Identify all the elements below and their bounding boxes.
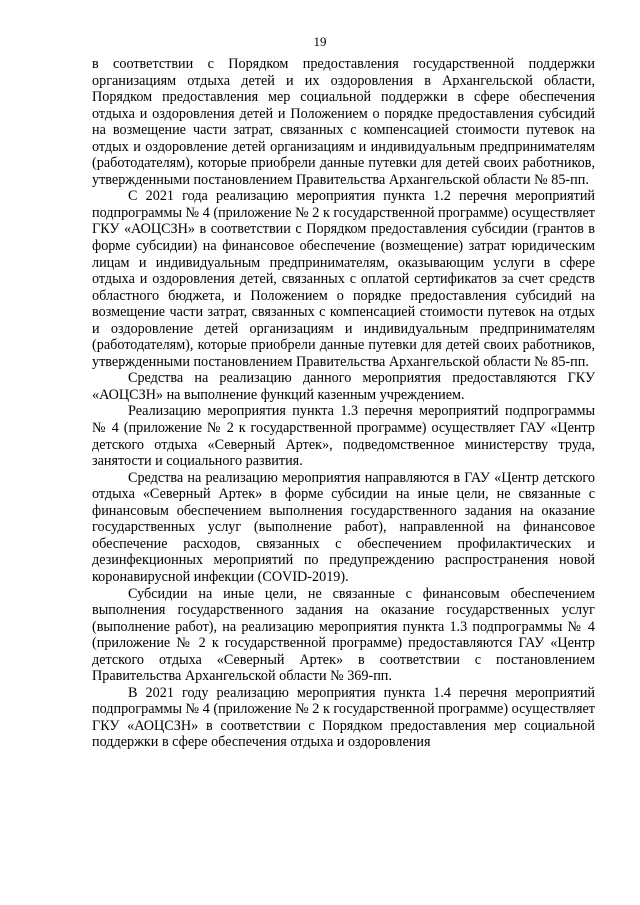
paragraph-3: Средства на реализацию данного мероприятия предоставляются ГКУ «АОЦСЗН» на выполнение функций казенным учреждением.	[92, 370, 595, 403]
paragraph-2: С 2021 года реализацию мероприятия пункта 1.2 перечня мероприятий подпрограммы № 4 (приложение № 2 к государственной программе) осуществляет ГКУ «АОЦСЗН» в соответствии с Порядком предоставления субсидии (грантов в форме субсидии) на финансовое обеспечение (возмещение) затрат юридическим лицам и индивидуальным предпринимателям, оказывающим услуги в сфере отдыха и оздоровления детей, связанных с оплатой сертификатов за счет средств областного бюджета, и Положением о порядке предоставления субсидий на возмещение части затрат, связанных с компенсацией стоимости путевок на отдых и оздоровление детей организациям и индивидуальным предпринимателям (работодателям), которые приобрели данные путевки для детей своих работников, утвержденными постановлением Правительства Архангельской области № 85-пп.	[92, 188, 595, 370]
paragraph-7: В 2021 году реализацию мероприятия пункта 1.4 перечня мероприятий подпрограммы № 4 (приложение № 2 к государственной программе) осуществляет ГКУ «АОЦСЗН» в соответствии с Порядком предоставления мер социальной поддержки в сфере обеспечения отдыха и оздоровления	[92, 684, 595, 751]
paragraph-4: Реализацию мероприятия пункта 1.3 перечня мероприятий подпрограммы № 4 (приложение № 2 к государственной программе) осуществляет ГАУ «Центр детского отдыха «Северный Артек», подведомственное министерству труда, занятости и социального развития.	[92, 403, 595, 470]
document-body	[92, 56, 595, 751]
paragraph-1: в соответствии с Порядком предоставления государственной поддержки организациям отдыха детей и их оздоровления в Архангельской области, Порядком предоставления мер социальной поддержки в сфере обеспечения отдыха и оздоровления детей и Положением о порядке предоставления субсидий на возмещение части затрат, связанных с компенсацией стоимости путевок на отдых и оздоровление детей организациям и индивидуальным предпринимателям (работодателям), которые приобрели данные путевки для детей своих работников, утвержденными постановлением Правительства Архангельской области № 85-пп.	[92, 56, 595, 188]
page-number: 19	[313, 34, 327, 49]
paragraph-6: Субсидии на иные цели, не связанные с финансовым обеспечением выполнения государственного задания на оказание государственных услуг (выполнение работ), на реализацию мероприятия пункта 1.3 подпрограммы № 4 (приложение № 2 к государственной программе) предоставляются ГАУ «Центр детского отдыха «Северный Артек» в соответствии с постановлением Правительства Архангельской области № 369-пп.	[92, 585, 595, 685]
paragraph-5: Средства на реализацию мероприятия направляются в ГАУ «Центр детского отдыха «Северный Артек» в форме субсидии на иные цели, не связанные с финансовым обеспечением выполнения государственного задания на оказание государственных услуг (выполнение работ), направленной на финансовое обеспечение расходов, связанных с обеспечением профилактических и дезинфекционных мероприятий по предупреждению распространения новой коронавирусной инфекции (COVID-2019).	[92, 469, 595, 585]
